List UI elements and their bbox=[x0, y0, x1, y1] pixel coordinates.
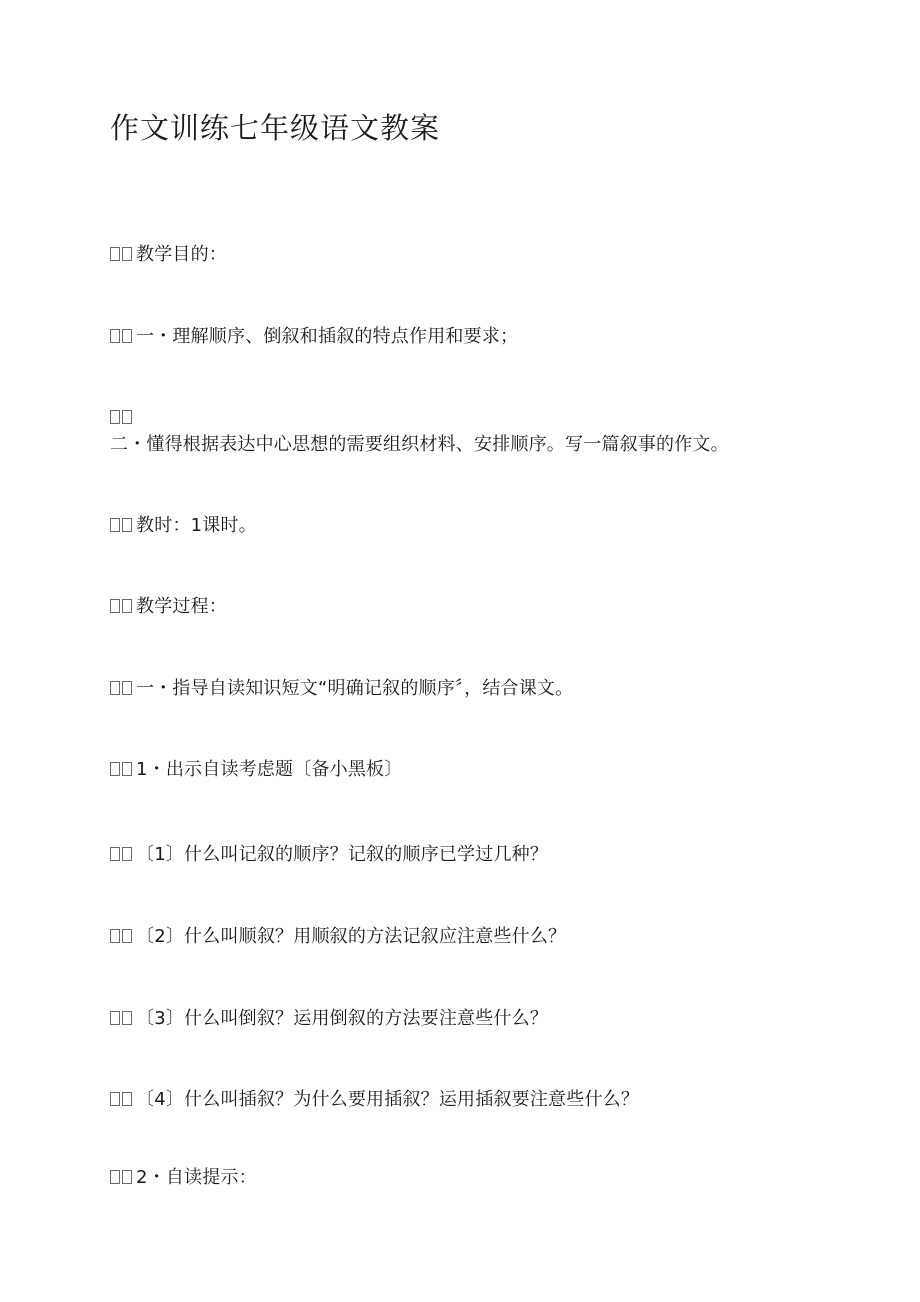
line-text: 〔1〕什么叫记叙的顺序？记叙的顺序已学过几种？ bbox=[136, 844, 549, 865]
missing-glyph-icon bbox=[110, 1007, 134, 1031]
line-text: 教时：1课时。 bbox=[136, 515, 257, 536]
paragraph-line bbox=[110, 925, 566, 949]
paragraph-line bbox=[110, 843, 548, 867]
line-text: 一・理解顺序、倒叙和插叙的特点作用和要求； bbox=[136, 326, 519, 347]
missing-glyph-icon bbox=[110, 325, 134, 349]
paragraph-line bbox=[110, 514, 257, 538]
paragraph-line bbox=[110, 758, 402, 782]
paragraph-line bbox=[110, 406, 136, 430]
line-text: 一・指导自读知识短文“明确记叙的顺序〞，结合课文。 bbox=[136, 678, 574, 699]
missing-glyph-icon bbox=[110, 1166, 134, 1190]
paragraph-line bbox=[110, 243, 227, 267]
line-text: 教学过程： bbox=[136, 596, 227, 617]
paragraph-line bbox=[110, 325, 518, 349]
line-text: 2・自读提示： bbox=[136, 1167, 257, 1188]
missing-glyph-icon bbox=[110, 843, 134, 867]
missing-glyph-icon bbox=[110, 243, 134, 267]
missing-glyph-icon bbox=[110, 758, 134, 782]
paragraph-line bbox=[110, 677, 573, 701]
missing-glyph-icon bbox=[110, 925, 134, 949]
line-text: 〔3〕什么叫倒叙？运用倒叙的方法要注意些什么？ bbox=[136, 1008, 549, 1029]
paragraph-line bbox=[110, 433, 729, 457]
line-text: 二・懂得根据表达中心思想的需要组织材料、安排顺序。写一篇叙事的作文。 bbox=[110, 434, 729, 455]
line-text: 教学目的： bbox=[136, 244, 227, 265]
paragraph-line bbox=[110, 1007, 548, 1031]
line-text: 〔2〕什么叫顺叙？用顺叙的方法记叙应注意些什么？ bbox=[136, 926, 567, 947]
missing-glyph-icon bbox=[110, 595, 134, 619]
missing-glyph-icon bbox=[110, 514, 134, 538]
missing-glyph-icon bbox=[110, 1088, 134, 1112]
missing-glyph-icon bbox=[110, 406, 134, 430]
line-text: 1・出示自读考虑题〔备小黑板〕 bbox=[136, 759, 403, 780]
paragraph-line bbox=[110, 1088, 639, 1112]
paragraph-line bbox=[110, 595, 227, 619]
line-text: 〔4〕什么叫插叙？为什么要用插叙？运用插叙要注意些什么？ bbox=[136, 1089, 640, 1110]
document-title: 作文训练七年级语文教案 bbox=[110, 111, 441, 145]
paragraph-line bbox=[110, 1166, 257, 1190]
missing-glyph-icon bbox=[110, 677, 134, 701]
